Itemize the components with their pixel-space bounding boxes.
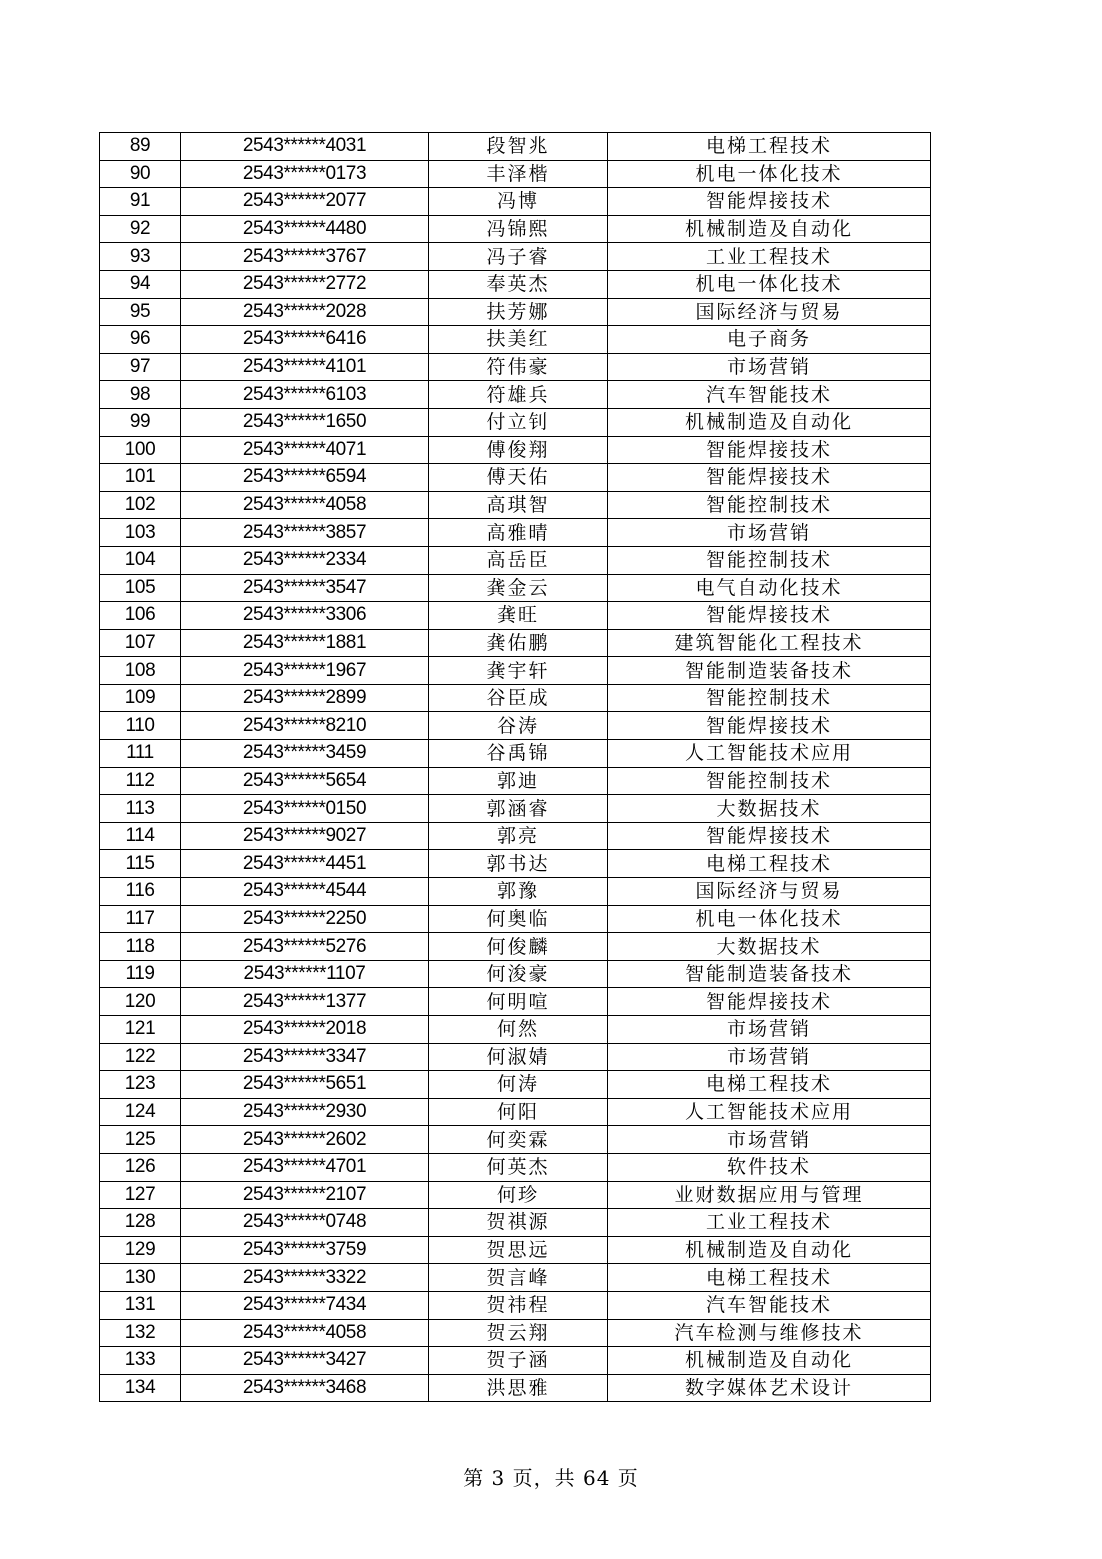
major-cell: 机械制造及自动化 (608, 1347, 931, 1375)
student-name-cell: 龚佑鹏 (429, 629, 608, 657)
student-name-cell: 何浚豪 (429, 960, 608, 988)
major-cell: 机电一体化技术 (608, 905, 931, 933)
row-number-cell: 123 (100, 1071, 181, 1099)
row-number-cell: 132 (100, 1319, 181, 1347)
row-number-cell: 113 (100, 795, 181, 823)
student-id-cell: 2543******3347 (181, 1043, 429, 1071)
table-row (100, 1016, 931, 1044)
student-id-cell: 2543******2077 (181, 188, 429, 216)
major-cell: 人工智能技术应用 (608, 740, 931, 768)
major-cell: 智能焊接技术 (608, 188, 931, 216)
table-row (100, 1264, 931, 1292)
table-row (100, 1319, 931, 1347)
major-cell: 汽车检测与维修技术 (608, 1319, 931, 1347)
table-row (100, 464, 931, 492)
student-id-cell: 2543******3767 (181, 243, 429, 271)
major-cell: 汽车智能技术 (608, 381, 931, 409)
row-number-cell: 130 (100, 1264, 181, 1292)
row-number-cell: 97 (100, 353, 181, 381)
major-cell: 建筑智能化工程技术 (608, 629, 931, 657)
student-id-cell: 2543******2250 (181, 905, 429, 933)
row-number-cell: 90 (100, 160, 181, 188)
row-number-cell: 92 (100, 215, 181, 243)
row-number-cell: 108 (100, 657, 181, 685)
student-name-cell: 何涛 (429, 1071, 608, 1099)
row-number-cell: 98 (100, 381, 181, 409)
row-number-cell: 95 (100, 298, 181, 326)
row-number-cell: 129 (100, 1236, 181, 1264)
student-name-cell: 郭书达 (429, 850, 608, 878)
row-number-cell: 89 (100, 133, 181, 161)
row-number-cell: 118 (100, 933, 181, 961)
table-row (100, 133, 931, 161)
student-name-cell: 龚金云 (429, 574, 608, 602)
major-cell: 工业工程技术 (608, 243, 931, 271)
table-row (100, 684, 931, 712)
student-id-cell: 2543******1650 (181, 408, 429, 436)
student-id-cell: 2543******5654 (181, 767, 429, 795)
major-cell: 国际经济与贸易 (608, 298, 931, 326)
student-id-cell: 2543******5651 (181, 1071, 429, 1099)
row-number-cell: 131 (100, 1291, 181, 1319)
student-id-cell: 2543******4101 (181, 353, 429, 381)
row-number-cell: 111 (100, 740, 181, 768)
major-cell: 市场营销 (608, 1126, 931, 1154)
student-id-cell: 2543******4071 (181, 436, 429, 464)
student-id-cell: 2543******2107 (181, 1181, 429, 1209)
student-name-cell: 贺言峰 (429, 1264, 608, 1292)
student-name-cell: 何奕霖 (429, 1126, 608, 1154)
major-cell: 大数据技术 (608, 933, 931, 961)
student-id-cell: 2543******3468 (181, 1374, 429, 1402)
table-row (100, 1071, 931, 1099)
student-id-cell: 2543******5276 (181, 933, 429, 961)
major-cell: 机械制造及自动化 (608, 1236, 931, 1264)
student-name-cell: 谷禹锦 (429, 740, 608, 768)
row-number-cell: 114 (100, 822, 181, 850)
major-cell: 业财数据应用与管理 (608, 1181, 931, 1209)
student-id-cell: 2543******3857 (181, 519, 429, 547)
roster-table-body (100, 133, 931, 1402)
student-id-cell: 2543******4058 (181, 1319, 429, 1347)
student-id-cell: 2543******2899 (181, 684, 429, 712)
row-number-cell: 128 (100, 1209, 181, 1237)
table-row (100, 491, 931, 519)
student-name-cell: 龚宇轩 (429, 657, 608, 685)
student-name-cell: 何俊麟 (429, 933, 608, 961)
roster-sheet (99, 132, 930, 1402)
row-number-cell: 102 (100, 491, 181, 519)
table-row (100, 712, 931, 740)
student-name-cell: 贺思远 (429, 1236, 608, 1264)
student-name-cell: 龚旺 (429, 602, 608, 630)
major-cell: 智能控制技术 (608, 546, 931, 574)
student-name-cell: 何然 (429, 1016, 608, 1044)
row-number-cell: 115 (100, 850, 181, 878)
student-id-cell: 2543******6594 (181, 464, 429, 492)
student-id-cell: 2543******4480 (181, 215, 429, 243)
row-number-cell: 112 (100, 767, 181, 795)
table-row (100, 1209, 931, 1237)
table-row (100, 850, 931, 878)
table-row (100, 1374, 931, 1402)
student-id-cell: 2543******4544 (181, 878, 429, 906)
major-cell: 电梯工程技术 (608, 850, 931, 878)
student-id-cell: 2543******6103 (181, 381, 429, 409)
student-name-cell: 符伟豪 (429, 353, 608, 381)
table-row (100, 1291, 931, 1319)
student-name-cell: 何英杰 (429, 1153, 608, 1181)
student-id-cell: 2543******3306 (181, 602, 429, 630)
table-row (100, 657, 931, 685)
row-number-cell: 91 (100, 188, 181, 216)
table-row (100, 960, 931, 988)
student-id-cell: 2543******3759 (181, 1236, 429, 1264)
table-row (100, 353, 931, 381)
student-name-cell: 郭迪 (429, 767, 608, 795)
student-name-cell: 何淑婧 (429, 1043, 608, 1071)
table-row (100, 740, 931, 768)
student-id-cell: 2543******1881 (181, 629, 429, 657)
row-number-cell: 120 (100, 988, 181, 1016)
row-number-cell: 121 (100, 1016, 181, 1044)
student-name-cell: 傅天佑 (429, 464, 608, 492)
row-number-cell: 99 (100, 408, 181, 436)
table-row (100, 1181, 931, 1209)
major-cell: 智能焊接技术 (608, 464, 931, 492)
student-id-cell: 2543******2334 (181, 546, 429, 574)
major-cell: 智能制造装备技术 (608, 960, 931, 988)
table-row (100, 602, 931, 630)
student-name-cell: 奉英杰 (429, 270, 608, 298)
table-row (100, 326, 931, 354)
student-id-cell: 2543******3322 (181, 1264, 429, 1292)
major-cell: 电梯工程技术 (608, 133, 931, 161)
student-name-cell: 谷涛 (429, 712, 608, 740)
table-row (100, 629, 931, 657)
student-name-cell: 何阳 (429, 1098, 608, 1126)
major-cell: 智能焊接技术 (608, 436, 931, 464)
table-row (100, 298, 931, 326)
row-number-cell: 119 (100, 960, 181, 988)
student-name-cell: 符雄兵 (429, 381, 608, 409)
student-name-cell: 傅俊翔 (429, 436, 608, 464)
row-number-cell: 122 (100, 1043, 181, 1071)
student-id-cell: 2543******9027 (181, 822, 429, 850)
student-id-cell: 2543******4058 (181, 491, 429, 519)
student-id-cell: 2543******0173 (181, 160, 429, 188)
table-row (100, 270, 931, 298)
student-name-cell: 何珍 (429, 1181, 608, 1209)
table-row (100, 519, 931, 547)
major-cell: 市场营销 (608, 1043, 931, 1071)
student-name-cell: 何明喧 (429, 988, 608, 1016)
major-cell: 智能控制技术 (608, 491, 931, 519)
major-cell: 电梯工程技术 (608, 1071, 931, 1099)
row-number-cell: 105 (100, 574, 181, 602)
major-cell: 大数据技术 (608, 795, 931, 823)
student-id-cell: 2543******6416 (181, 326, 429, 354)
student-name-cell: 贺子涵 (429, 1347, 608, 1375)
major-cell: 数字媒体艺术设计 (608, 1374, 931, 1402)
student-name-cell: 冯博 (429, 188, 608, 216)
major-cell: 工业工程技术 (608, 1209, 931, 1237)
row-number-cell: 125 (100, 1126, 181, 1154)
table-row (100, 905, 931, 933)
row-number-cell: 96 (100, 326, 181, 354)
student-id-cell: 2543******3547 (181, 574, 429, 602)
table-row (100, 160, 931, 188)
student-name-cell: 贺祎程 (429, 1291, 608, 1319)
row-number-cell: 134 (100, 1374, 181, 1402)
major-cell: 汽车智能技术 (608, 1291, 931, 1319)
table-row (100, 878, 931, 906)
major-cell: 市场营销 (608, 519, 931, 547)
student-id-cell: 2543******2930 (181, 1098, 429, 1126)
student-id-cell: 2543******2772 (181, 270, 429, 298)
student-id-cell: 2543******7434 (181, 1291, 429, 1319)
major-cell: 机电一体化技术 (608, 270, 931, 298)
major-cell: 智能控制技术 (608, 684, 931, 712)
student-name-cell: 郭亮 (429, 822, 608, 850)
table-row (100, 381, 931, 409)
major-cell: 市场营销 (608, 353, 931, 381)
major-cell: 人工智能技术应用 (608, 1098, 931, 1126)
page-number: 第 3 页，共 64 页 (463, 1466, 639, 1490)
row-number-cell: 117 (100, 905, 181, 933)
major-cell: 智能焊接技术 (608, 822, 931, 850)
table-row (100, 546, 931, 574)
student-id-cell: 2543******4451 (181, 850, 429, 878)
student-name-cell: 扶芳娜 (429, 298, 608, 326)
row-number-cell: 133 (100, 1347, 181, 1375)
major-cell: 电子商务 (608, 326, 931, 354)
student-id-cell: 2543******1967 (181, 657, 429, 685)
major-cell: 市场营销 (608, 1016, 931, 1044)
student-name-cell: 谷臣成 (429, 684, 608, 712)
major-cell: 国际经济与贸易 (608, 878, 931, 906)
major-cell: 电气自动化技术 (608, 574, 931, 602)
table-row (100, 1098, 931, 1126)
major-cell: 智能焊接技术 (608, 712, 931, 740)
major-cell: 机电一体化技术 (608, 160, 931, 188)
student-id-cell: 2543******0748 (181, 1209, 429, 1237)
table-row (100, 1236, 931, 1264)
student-id-cell: 2543******2018 (181, 1016, 429, 1044)
major-cell: 机械制造及自动化 (608, 215, 931, 243)
table-row (100, 1347, 931, 1375)
student-id-cell: 2543******8210 (181, 712, 429, 740)
major-cell: 智能焊接技术 (608, 602, 931, 630)
student-id-cell: 2543******1107 (181, 960, 429, 988)
table-row (100, 767, 931, 795)
row-number-cell: 109 (100, 684, 181, 712)
table-row (100, 215, 931, 243)
student-name-cell: 高岳臣 (429, 546, 608, 574)
table-row (100, 933, 931, 961)
table-row (100, 988, 931, 1016)
row-number-cell: 124 (100, 1098, 181, 1126)
student-name-cell: 段智兆 (429, 133, 608, 161)
major-cell: 智能制造装备技术 (608, 657, 931, 685)
row-number-cell: 101 (100, 464, 181, 492)
table-row (100, 243, 931, 271)
row-number-cell: 104 (100, 546, 181, 574)
student-id-cell: 2543******0150 (181, 795, 429, 823)
student-id-cell: 2543******4701 (181, 1153, 429, 1181)
row-number-cell: 107 (100, 629, 181, 657)
student-name-cell: 丰泽楷 (429, 160, 608, 188)
row-number-cell: 116 (100, 878, 181, 906)
major-cell: 智能控制技术 (608, 767, 931, 795)
row-number-cell: 94 (100, 270, 181, 298)
table-row (100, 1043, 931, 1071)
student-name-cell: 贺祺源 (429, 1209, 608, 1237)
student-id-cell: 2543******1377 (181, 988, 429, 1016)
row-number-cell: 100 (100, 436, 181, 464)
major-cell: 电梯工程技术 (608, 1264, 931, 1292)
table-row (100, 436, 931, 464)
student-id-cell: 2543******2602 (181, 1126, 429, 1154)
table-row (100, 822, 931, 850)
roster-table (99, 132, 931, 1402)
student-name-cell: 何奥临 (429, 905, 608, 933)
table-row (100, 574, 931, 602)
table-row (100, 408, 931, 436)
student-name-cell: 付立钊 (429, 408, 608, 436)
student-id-cell: 2543******3459 (181, 740, 429, 768)
major-cell: 软件技术 (608, 1153, 931, 1181)
student-id-cell: 2543******3427 (181, 1347, 429, 1375)
row-number-cell: 110 (100, 712, 181, 740)
row-number-cell: 103 (100, 519, 181, 547)
table-row (100, 795, 931, 823)
table-row (100, 1126, 931, 1154)
student-id-cell: 2543******2028 (181, 298, 429, 326)
row-number-cell: 106 (100, 602, 181, 630)
table-row (100, 188, 931, 216)
table-row (100, 1153, 931, 1181)
row-number-cell: 93 (100, 243, 181, 271)
major-cell: 智能焊接技术 (608, 988, 931, 1016)
student-name-cell: 洪思雅 (429, 1374, 608, 1402)
student-name-cell: 贺云翔 (429, 1319, 608, 1347)
student-name-cell: 郭涵睿 (429, 795, 608, 823)
major-cell: 机械制造及自动化 (608, 408, 931, 436)
student-name-cell: 扶美红 (429, 326, 608, 354)
row-number-cell: 127 (100, 1181, 181, 1209)
student-name-cell: 冯子睿 (429, 243, 608, 271)
row-number-cell: 126 (100, 1153, 181, 1181)
student-name-cell: 冯锦熙 (429, 215, 608, 243)
student-name-cell: 郭豫 (429, 878, 608, 906)
student-name-cell: 高雅晴 (429, 519, 608, 547)
student-id-cell: 2543******4031 (181, 133, 429, 161)
student-name-cell: 高琪智 (429, 491, 608, 519)
